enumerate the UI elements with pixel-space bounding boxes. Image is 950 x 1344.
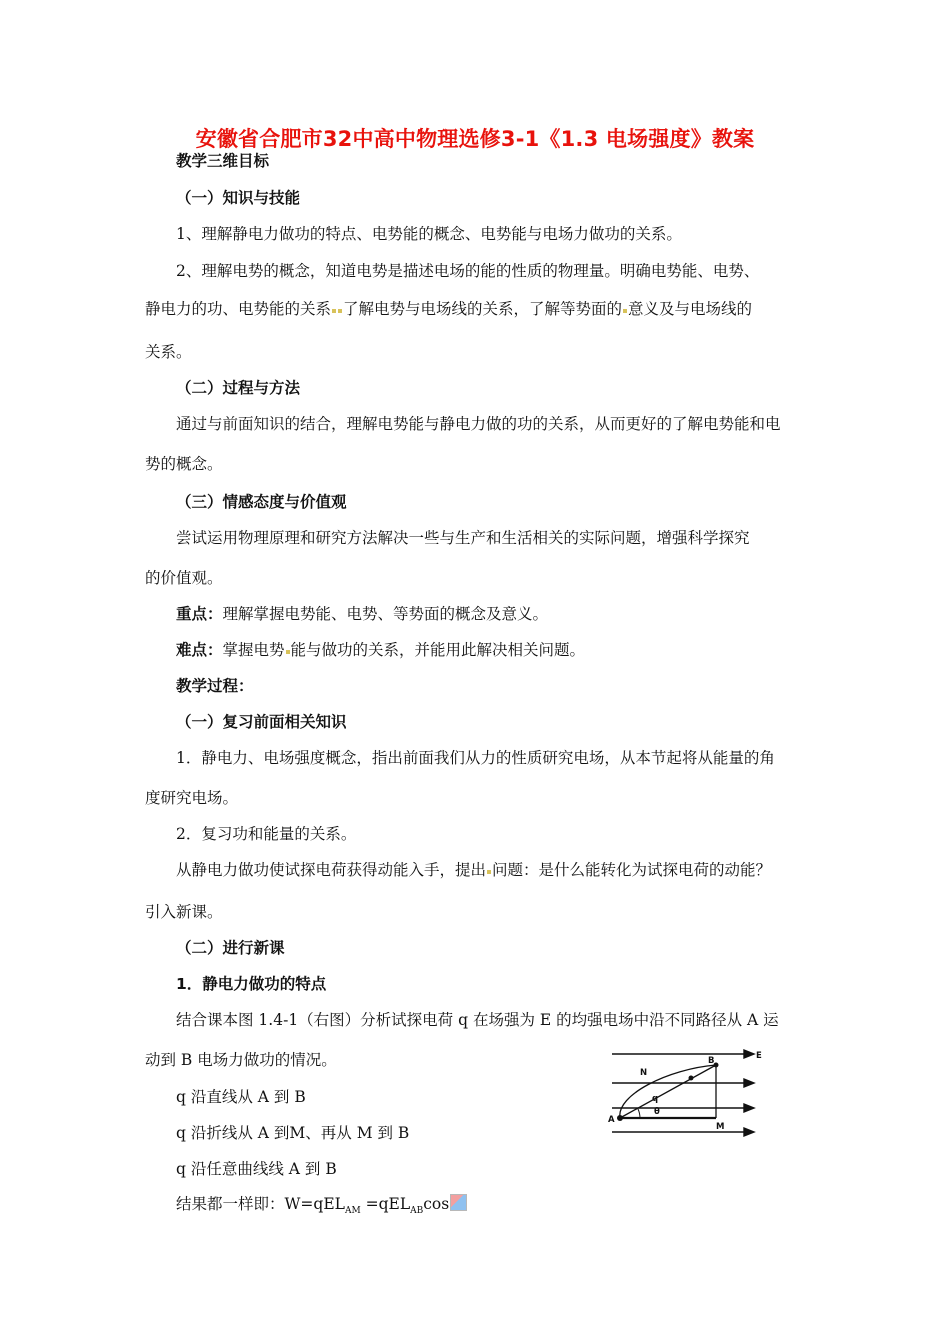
mark-dot — [286, 650, 290, 654]
label-q: q — [652, 1094, 659, 1104]
difficult-point-text-b: 能与做功的关系，并能用此解决相关问题。 — [290, 641, 586, 659]
mark-dot — [332, 309, 336, 313]
label-n: N — [640, 1068, 648, 1078]
label-a: A — [608, 1115, 615, 1125]
embedded-image-icon — [450, 1194, 467, 1211]
review-2: 2．复习功和能量的关系。 — [176, 825, 357, 843]
difficult-point — [176, 640, 585, 660]
mark-dot — [487, 870, 491, 874]
review-3-part-b: 问题：是什么能转化为试探电荷的动能？ — [492, 861, 772, 879]
electric-field-diagram — [608, 1043, 768, 1143]
review-3-part-a: 从静电力做功使试探电荷获得动能入手，提出 — [176, 861, 487, 879]
paragraph-2-part-a: 静电力的功、电势能的关系 — [145, 300, 332, 318]
result-part-a: 结果都一样即：W=qEL — [176, 1195, 345, 1213]
section-new-lesson: （二）进行新课 — [176, 939, 285, 957]
paragraph-3-line-2: 势的概念。 — [145, 455, 223, 473]
paragraph-2-part-b: 了解电势与电场线的关系，了解等势面的 — [343, 300, 623, 318]
label-m: M — [716, 1122, 725, 1132]
heading-goals: 教学三维目标 — [176, 152, 270, 170]
field-arrow — [744, 1050, 754, 1058]
label-b: B — [708, 1056, 715, 1066]
review-3-line-1 — [176, 860, 771, 880]
paragraph-2-part-c: 意义及与电场线的 — [628, 300, 753, 318]
document-title: 安徽省合肥市32中高中物理选修3-1《1.3 电场强度》教案 — [195, 127, 755, 151]
result-formula — [176, 1194, 467, 1221]
paragraph-2-line-2 — [145, 299, 752, 319]
new-lesson-line-1: 结合课本图 1.4-1（右图）分析试探电荷 q 在场强为 E 的均强电场中沿不同路径从 A 运 — [176, 1011, 779, 1029]
new-lesson-line-2: 动到 B 电场力做功的情况。 — [145, 1051, 337, 1069]
result-sub-am: AM — [344, 1206, 361, 1217]
field-arrow — [744, 1079, 754, 1087]
label-e: E — [756, 1051, 762, 1061]
subsection-work-feature: 1．静电力做功的特点 — [176, 975, 327, 993]
review-3-line-2: 引入新课。 — [145, 903, 223, 921]
paragraph-1: 1、理解静电力做功的特点、电势能的概念、电势能与电场力做功的关系。 — [176, 225, 682, 243]
paragraph-2-line-3: 关系。 — [145, 343, 192, 361]
field-lines — [612, 1050, 754, 1136]
field-arrow — [744, 1104, 754, 1112]
result-part-b: =qEL — [360, 1195, 411, 1213]
section-review: （一）复习前面相关知识 — [176, 713, 347, 731]
result-part-c: cos — [423, 1195, 450, 1213]
charge-q — [689, 1076, 694, 1081]
key-point — [176, 604, 548, 624]
result-sub-ab: AB — [410, 1206, 424, 1217]
field-arrow — [744, 1128, 754, 1136]
angle-arc — [638, 1109, 640, 1118]
paragraph-3-line-1: 通过与前面知识的结合，理解电势能与静电力做的功的关系，从而更好的了解电势能和电 — [176, 415, 781, 433]
case-broken: q 沿折线从 A 到M、再从 M 到 B — [176, 1124, 410, 1142]
mark-dot — [338, 309, 342, 313]
paragraph-4-line-2: 的价值观。 — [145, 569, 223, 587]
point-a — [617, 1115, 623, 1121]
straight-path — [620, 1065, 716, 1118]
key-point-label: 重点： — [176, 605, 223, 623]
teaching-process-heading: 教学过程： — [176, 677, 254, 695]
review-1-line-1: 1．静电力、电场强度概念，指出前面我们从力的性质研究电场，从本节起将从能量的角 — [176, 749, 775, 767]
mark-dot — [623, 309, 627, 313]
paragraph-4-line-1: 尝试运用物理原理和研究方法解决一些与生产和生活相关的实际问题，增强科学探究 — [176, 529, 750, 547]
section-knowledge-skills: （一）知识与技能 — [176, 189, 301, 207]
case-curve: q 沿任意曲线线 A 到 B — [176, 1160, 337, 1178]
case-straight: q 沿直线从 A 到 B — [176, 1088, 306, 1106]
difficult-point-label: 难点： — [176, 641, 223, 659]
label-theta: θ — [654, 1107, 660, 1117]
key-point-text: 理解掌握电势能、电势、等势面的概念及意义。 — [222, 605, 549, 623]
review-1-line-2: 度研究电场。 — [145, 789, 239, 807]
paragraph-2-line-1: 2、理解电势的概念，知道电势是描述电场的能的性质的物理量。明确电势能、电势、 — [176, 262, 760, 280]
section-process-method: （二）过程与方法 — [176, 379, 301, 397]
section-attitude-values: （三）情感态度与价值观 — [176, 493, 347, 511]
difficult-point-text-a: 掌握电势 — [222, 641, 285, 659]
